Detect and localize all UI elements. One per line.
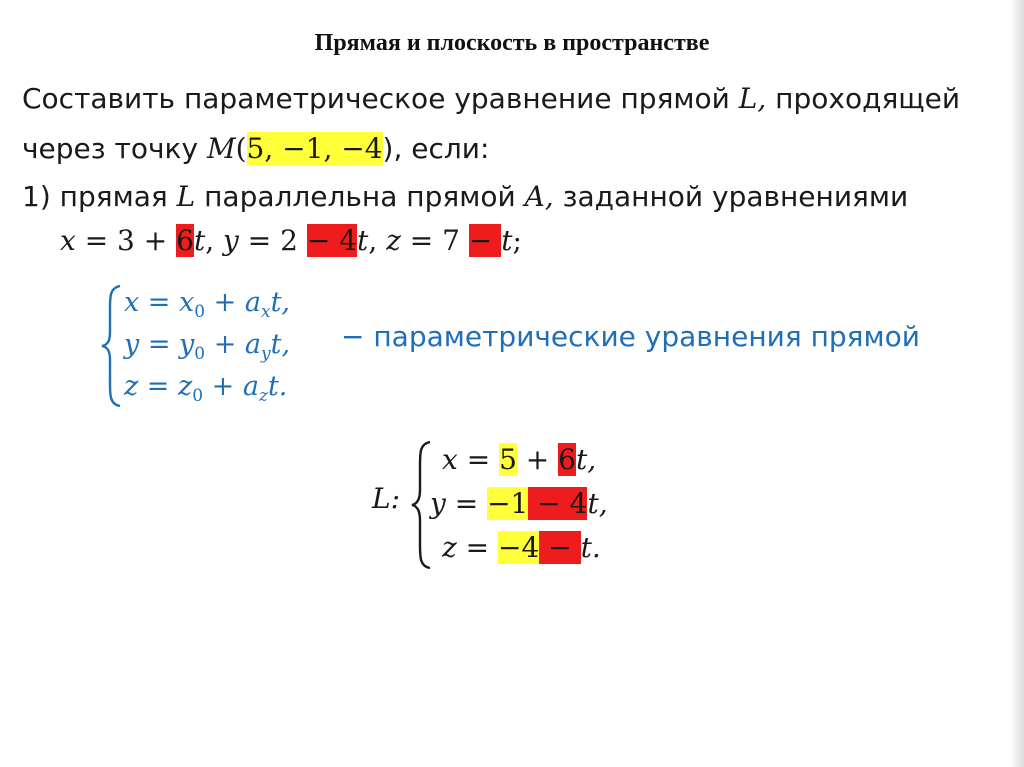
- general-row-x: $x = x_0 + a_xt$,: [124, 287, 290, 322]
- answer-label: L:: [372, 482, 401, 515]
- problem-text: прямая: [50, 180, 177, 213]
- point-coord-z: −4: [498, 531, 540, 564]
- given-equations: [60, 224, 522, 257]
- point-coord-x: 5: [499, 443, 517, 476]
- eq-var: y: [223, 224, 239, 257]
- eq-var: x: [60, 224, 76, 257]
- item-number: 1): [22, 180, 51, 213]
- eq-text: ,: [205, 224, 224, 257]
- problem-line-3: [22, 180, 908, 213]
- general-row-y: $y = y_0 + a_yt$,: [124, 329, 291, 364]
- line-L-symbol: L: [176, 180, 196, 213]
- problem-text: заданной уравнениями: [553, 180, 909, 213]
- eq-param: t: [193, 224, 206, 257]
- problem-text: Составить параметрическое уравнение прямой: [22, 82, 739, 115]
- answer-row-x: x = 5 + 6t,: [442, 443, 597, 476]
- direction-coef-y: − 4: [528, 487, 588, 520]
- eq-text: = 3 +: [75, 224, 177, 257]
- eq-text: ;: [512, 224, 522, 257]
- eq-text: ,: [368, 224, 387, 257]
- point-M-symbol: M: [206, 132, 236, 165]
- slide-edge-shadow: [1010, 0, 1024, 767]
- eq-text: = 2: [238, 224, 307, 257]
- line-A-symbol: A,: [524, 180, 554, 213]
- answer-row-y: y = −1 − 4t,: [430, 487, 608, 520]
- direction-coef-y: − 4: [306, 224, 358, 257]
- left-brace-icon: [410, 440, 432, 570]
- line-L-symbol: L,: [738, 82, 767, 115]
- problem-text: параллельна прямой: [195, 180, 525, 213]
- answer-rows: [430, 438, 608, 570]
- problem-text: через точку: [22, 132, 207, 165]
- direction-coef-x: 6: [176, 224, 194, 257]
- point-coord-y: −1: [487, 487, 529, 520]
- general-system-rows: [124, 282, 290, 408]
- point-coordinates: 5, −1, −4: [246, 132, 383, 165]
- problem-text: ), если:: [382, 132, 490, 165]
- paren-open: (: [235, 132, 247, 165]
- eq-param: t: [501, 224, 513, 257]
- direction-coef-x: 6: [558, 443, 576, 476]
- slide-title: Прямая и плоскость в пространстве: [314, 30, 710, 56]
- direction-coef-z: −: [539, 531, 581, 564]
- parametric-note: − параметрические уравнения прямой: [341, 320, 920, 353]
- eq-param: t: [357, 224, 369, 257]
- general-row-z: $z = z_0 + a_zt$.: [124, 371, 288, 406]
- left-brace-icon: [100, 284, 122, 408]
- eq-var: z: [386, 224, 401, 257]
- problem-line-1: [22, 82, 960, 115]
- eq-text: = 7: [400, 224, 469, 257]
- answer-row-z: z = −4 − t.: [442, 531, 601, 564]
- problem-text: проходящей: [766, 82, 961, 115]
- problem-line-2: [22, 132, 489, 165]
- direction-coef-z: −: [468, 224, 502, 257]
